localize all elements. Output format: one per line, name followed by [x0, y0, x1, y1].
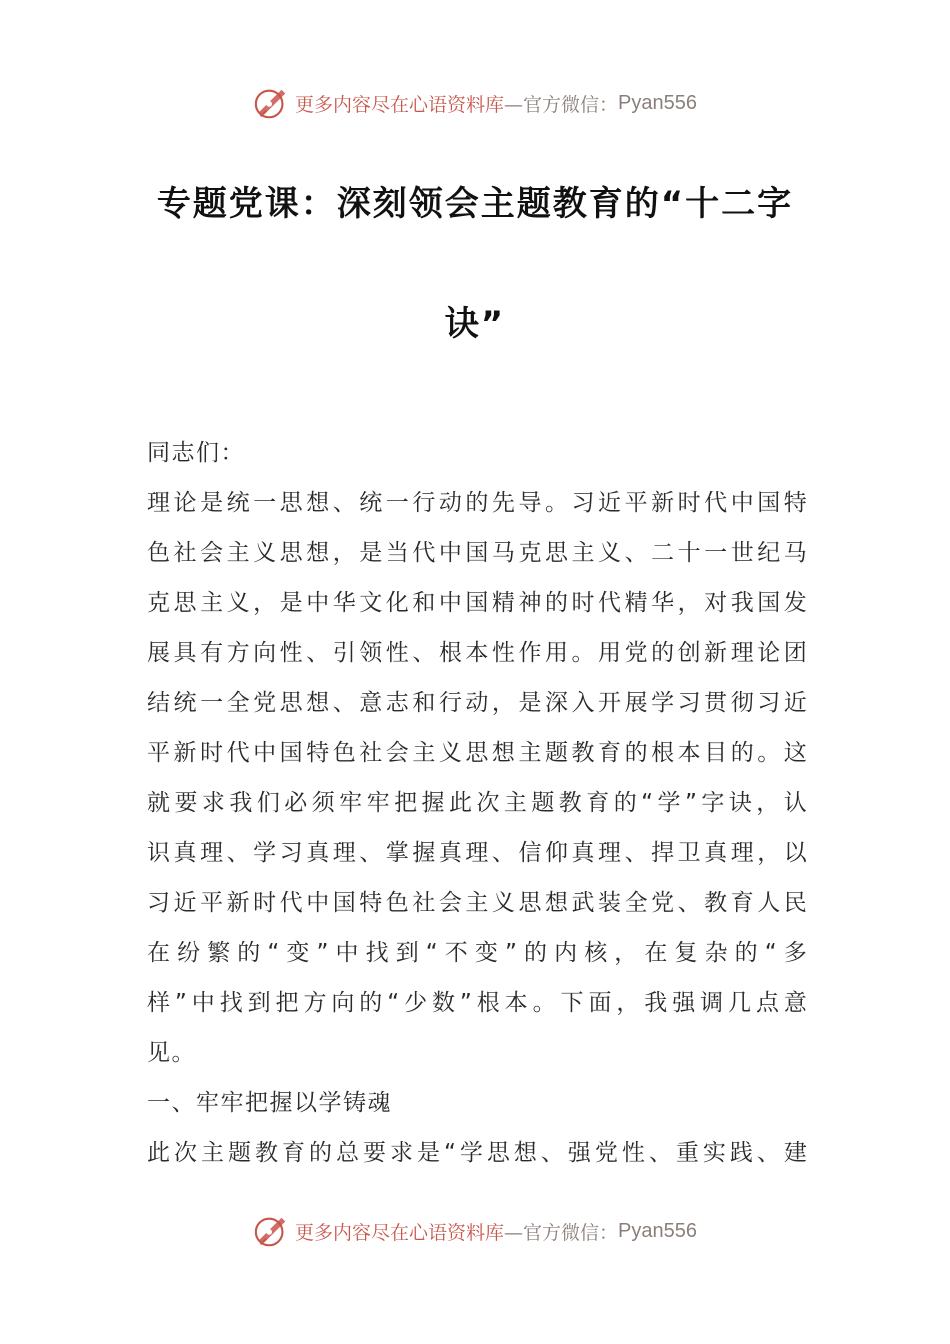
- footer-banner: [0, 1211, 950, 1251]
- body-line: 习 近 平 新 时 代 中 国 特 色 社 会 主 义 思 想 武 装 全 党 、 教 育 人 民: [147, 890, 807, 916]
- body-line: 结 统 一 全 党 思 想 、 意 志 和 行 动 ， 是 深 入 开 展 学 习 贯 彻 习 近: [147, 690, 807, 716]
- body-line: 平 新 时 代 中 国 特 色 社 会 主 义 思 想 主 题 教 育 的 根 本 目 的 。 这: [147, 740, 807, 766]
- body-line: 色 社 会 主 义 思 想 ， 是 当 代 中 国 马 克 思 主 义 、 二 十 一 世 纪 马: [147, 540, 807, 566]
- document-title-line-2: 诀”: [444, 304, 506, 344]
- quill-logo-icon: [253, 84, 291, 122]
- body-line: 见。: [147, 1040, 196, 1066]
- banner-separator: —官方微信：: [504, 93, 619, 116]
- body-line: 理 论 是 统 一 思 想 、 统 一 行 动 的 先 导 。 习 近 平 新 时 代 中 国 特: [147, 490, 807, 516]
- banner-wechat-id: Pyan556: [618, 1219, 697, 1242]
- body-line: 克 思 主 义 ， 是 中 华 文 化 和 中 国 精 神 的 时 代 精 华 ， 对 我 国 发: [147, 590, 807, 616]
- header-banner: [0, 83, 950, 123]
- banner-wechat-id: Pyan556: [618, 91, 697, 114]
- body-line: 在 纷 繁 的 “ 变 ” 中 找 到 “ 不 变 ” 的 内 核 ， 在 复 杂 的 “ 多: [147, 940, 807, 966]
- body-line: 同志们：: [147, 440, 245, 466]
- document-title-line-1: 专题党课：深刻领会主题教育的“十二字: [156, 184, 794, 224]
- body-line: 样 ” 中 找 到 把 方 向 的 “ 少 数 ” 根 本 。 下 面 ， 我 强 调 几 点 意: [147, 990, 807, 1016]
- document-body: [147, 428, 807, 1178]
- body-line: 展 具 有 方 向 性 、 引 领 性 、 根 本 性 作 用 。 用 党 的 创 新 理 论 团: [147, 640, 807, 666]
- body-line: 就 要 求 我 们 必 须 牢 牢 把 握 此 次 主 题 教 育 的 “ 学 ” 字 诀 ， 认: [147, 790, 807, 816]
- body-line: 此 次 主 题 教 育 的 总 要 求 是 “ 学 思 想 、 强 党 性 、 重 实 践 、 建: [147, 1140, 807, 1166]
- quill-logo-icon: [253, 1212, 291, 1250]
- banner-prefix: 更多内容尽在心语资料库: [295, 93, 505, 116]
- banner-separator: —官方微信：: [504, 1221, 619, 1244]
- body-line: 识 真 理 、 学 习 真 理 、 掌 握 真 理 、 信 仰 真 理 、 捍 卫 真 理 ， 以: [147, 840, 807, 866]
- body-line: 一、牢牢把握以学铸魂: [147, 1090, 392, 1116]
- banner-prefix: 更多内容尽在心语资料库: [295, 1221, 505, 1244]
